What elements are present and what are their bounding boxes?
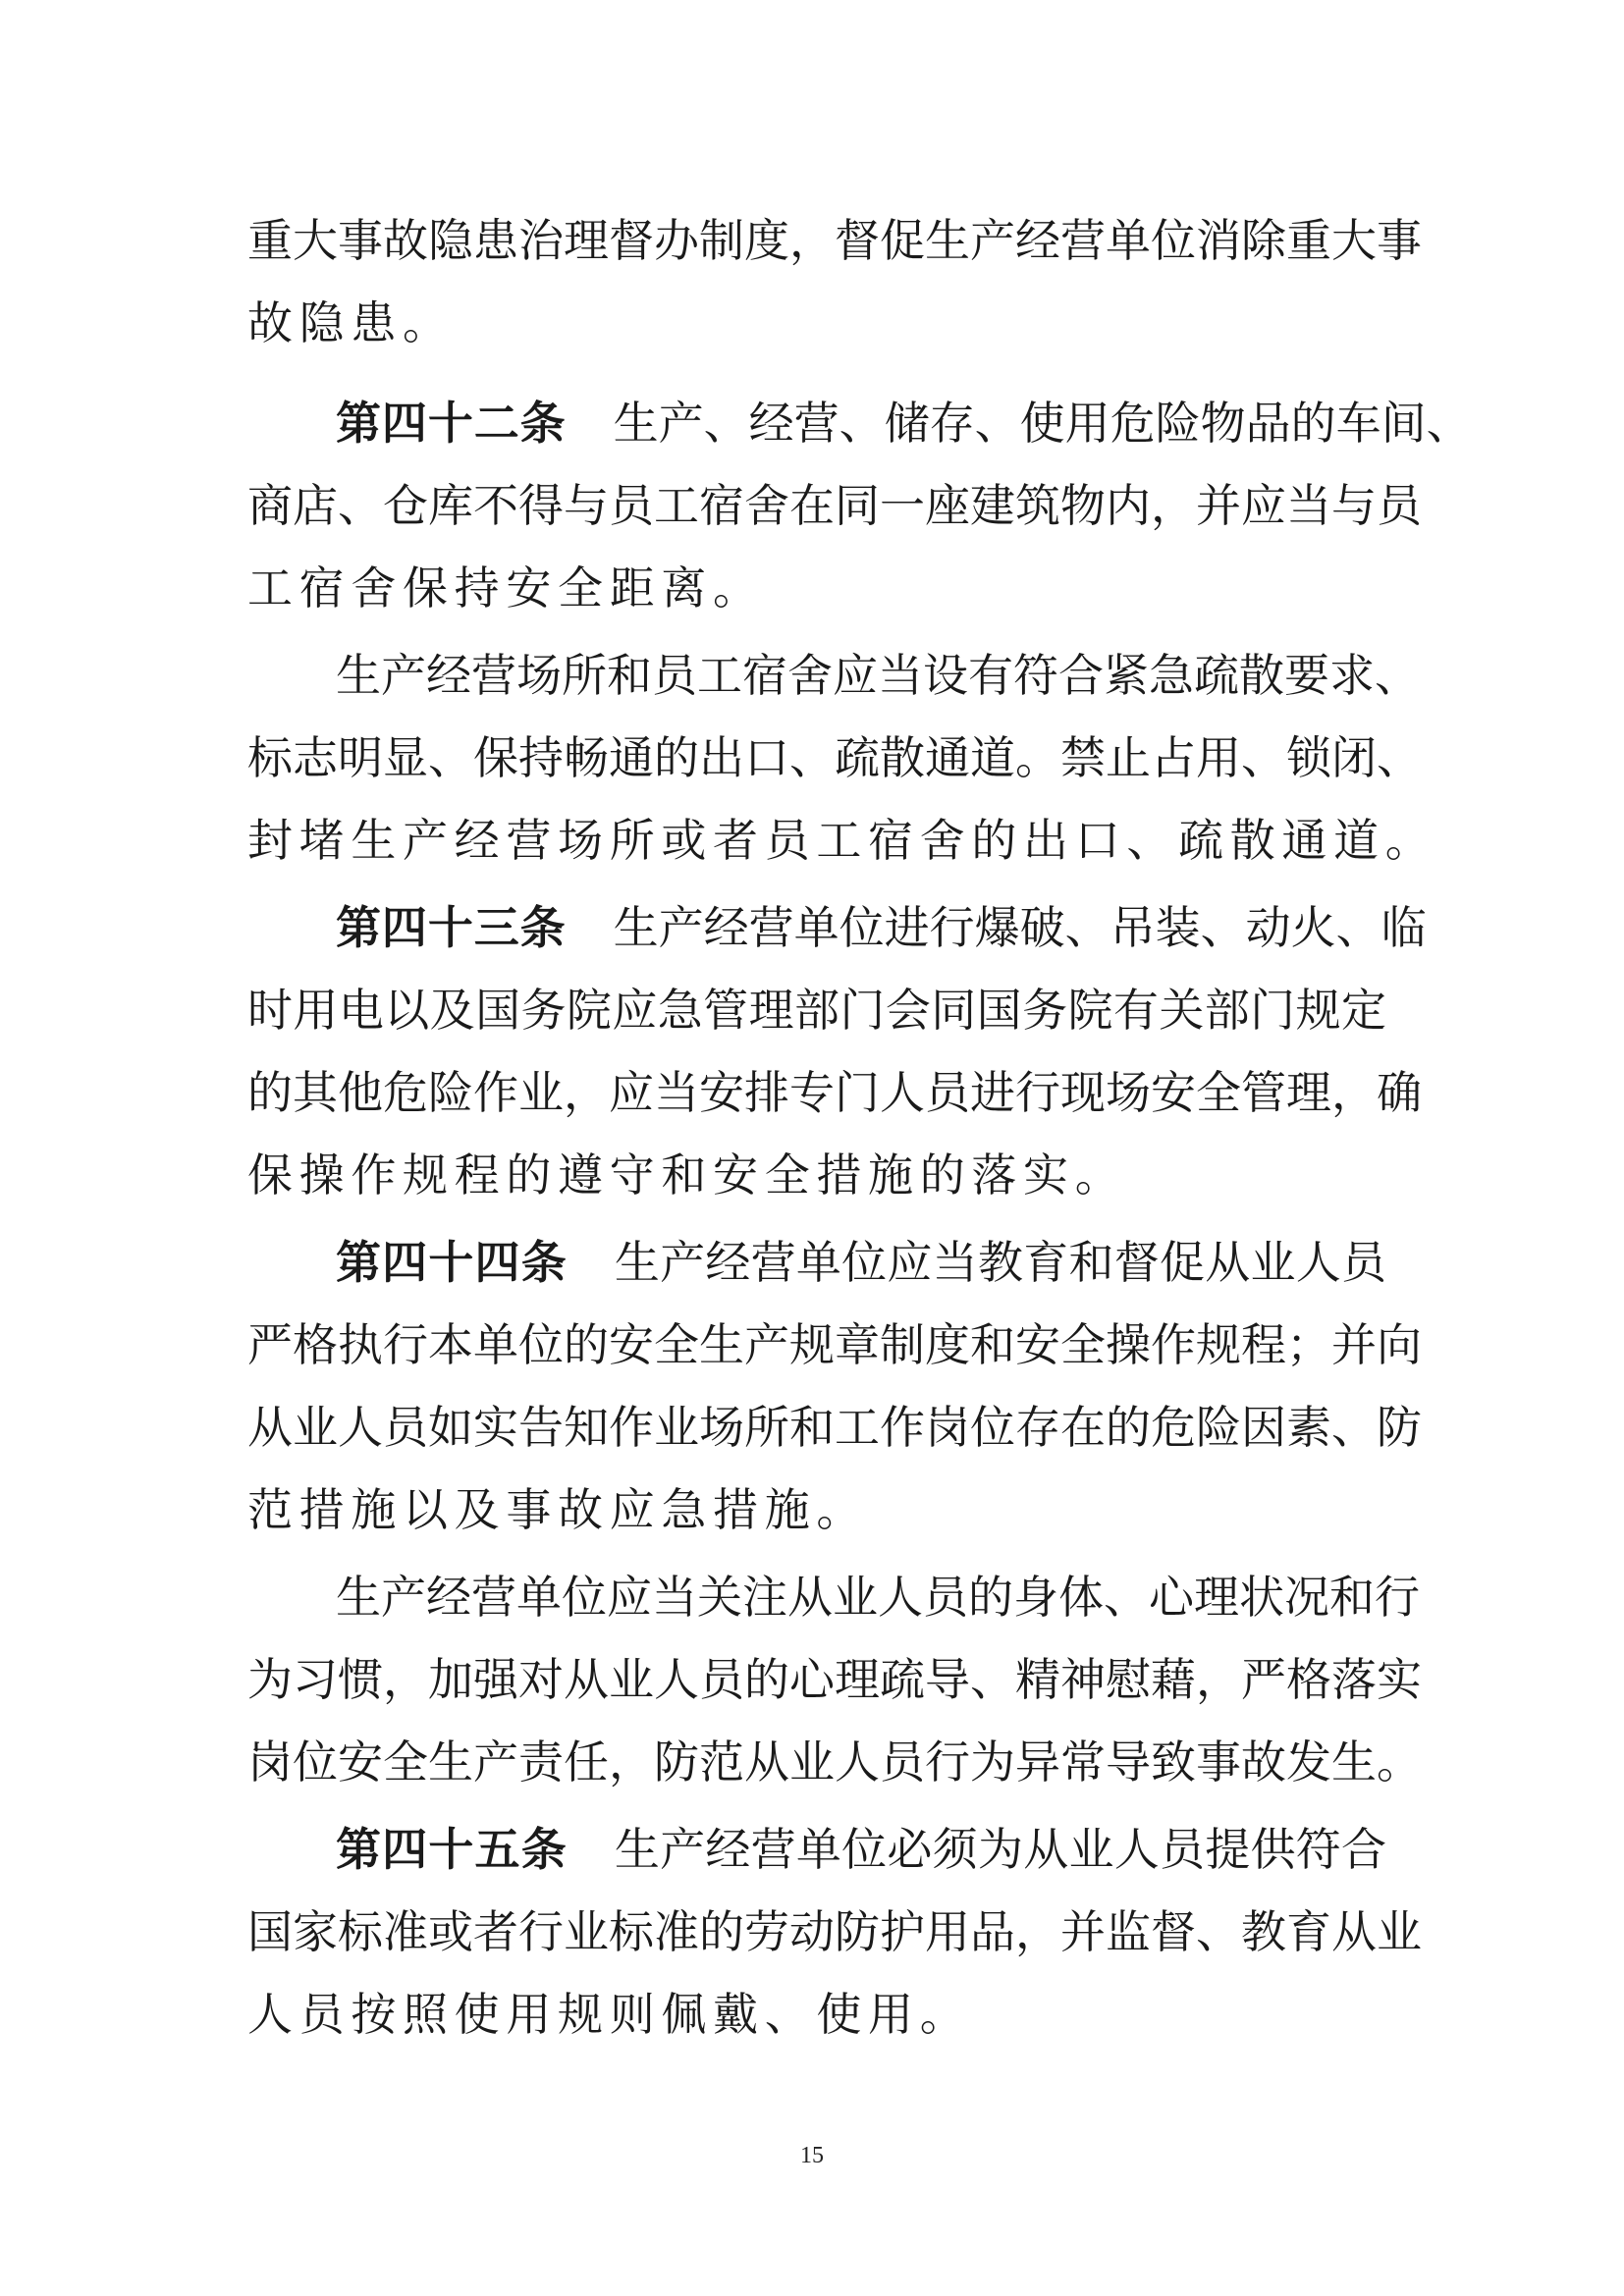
article-number: 第四十五条 xyxy=(336,1823,568,1876)
page-number: 15 xyxy=(800,2143,824,2168)
text-line: 严格执行本单位的安全生产规章制度和安全操作规程；并向 xyxy=(247,1318,1422,1371)
article-number: 第四十二条 xyxy=(336,397,567,450)
article-text: 生产、经营、储存、使用危险物品的车间、 xyxy=(613,397,1472,450)
article-number: 第四十三条 xyxy=(336,901,567,954)
text-line: 重大事故隐患治理督办制度，督促生产经营单位消除重大事 xyxy=(247,214,1422,267)
article-text: 生产经营单位进行爆破、吊装、动火、临 xyxy=(613,901,1427,954)
text-line: 为习惯，加强对从业人员的心理疏导、精神慰藉，严格落实 xyxy=(247,1653,1422,1706)
article-44 xyxy=(336,1218,1386,1307)
article-number: 第四十四条 xyxy=(336,1236,568,1289)
text-line: 人员按照使用规则佩戴、使用。 xyxy=(247,1988,972,2041)
text-line: 生产经营单位应当关注从业人员的身体、心理状况和行 xyxy=(336,1571,1420,1624)
text-line: 标志明显、保持畅通的出口、疏散通道。禁止占用、锁闭、 xyxy=(247,731,1422,784)
text-line: 范措施以及事故应急措施。 xyxy=(247,1483,869,1536)
text-line: 岗位安全生产责任，防范从业人员行为异常导致事故发生。 xyxy=(247,1735,1422,1789)
text-line: 商店、仓库不得与员工宿舍在同一座建筑物内，并应当与员 xyxy=(247,479,1422,532)
text-line: 工宿舍保持安全距离。 xyxy=(247,561,765,614)
article-42 xyxy=(336,379,1472,467)
text-line: 保操作规程的遵守和安全措施的落实。 xyxy=(247,1148,1127,1201)
text-line: 故隐患。 xyxy=(247,296,455,349)
text-line: 生产经营场所和员工宿舍应当设有符合紧急疏散要求、 xyxy=(336,649,1420,702)
article-text: 生产经营单位应当教育和督促从业人员 xyxy=(614,1236,1386,1289)
text-line: 的其他危险作业，应当安排专门人员进行现场安全管理，确 xyxy=(247,1066,1422,1119)
text-line: 从业人员如实告知作业场所和工作岗位存在的危险因素、防 xyxy=(247,1401,1422,1454)
article-43 xyxy=(336,883,1427,972)
article-45 xyxy=(336,1805,1386,1894)
text-line: 时用电以及国务院应急管理部门会同国务院有关部门规定 xyxy=(247,984,1386,1037)
article-text: 生产经营单位必须为从业人员提供符合 xyxy=(614,1823,1386,1876)
text-line: 国家标准或者行业标准的劳动防护用品，并监督、教育从业 xyxy=(247,1905,1422,1958)
text-line: 封堵生产经营场所或者员工宿舍的出口、疏散通道。 xyxy=(247,814,1437,867)
